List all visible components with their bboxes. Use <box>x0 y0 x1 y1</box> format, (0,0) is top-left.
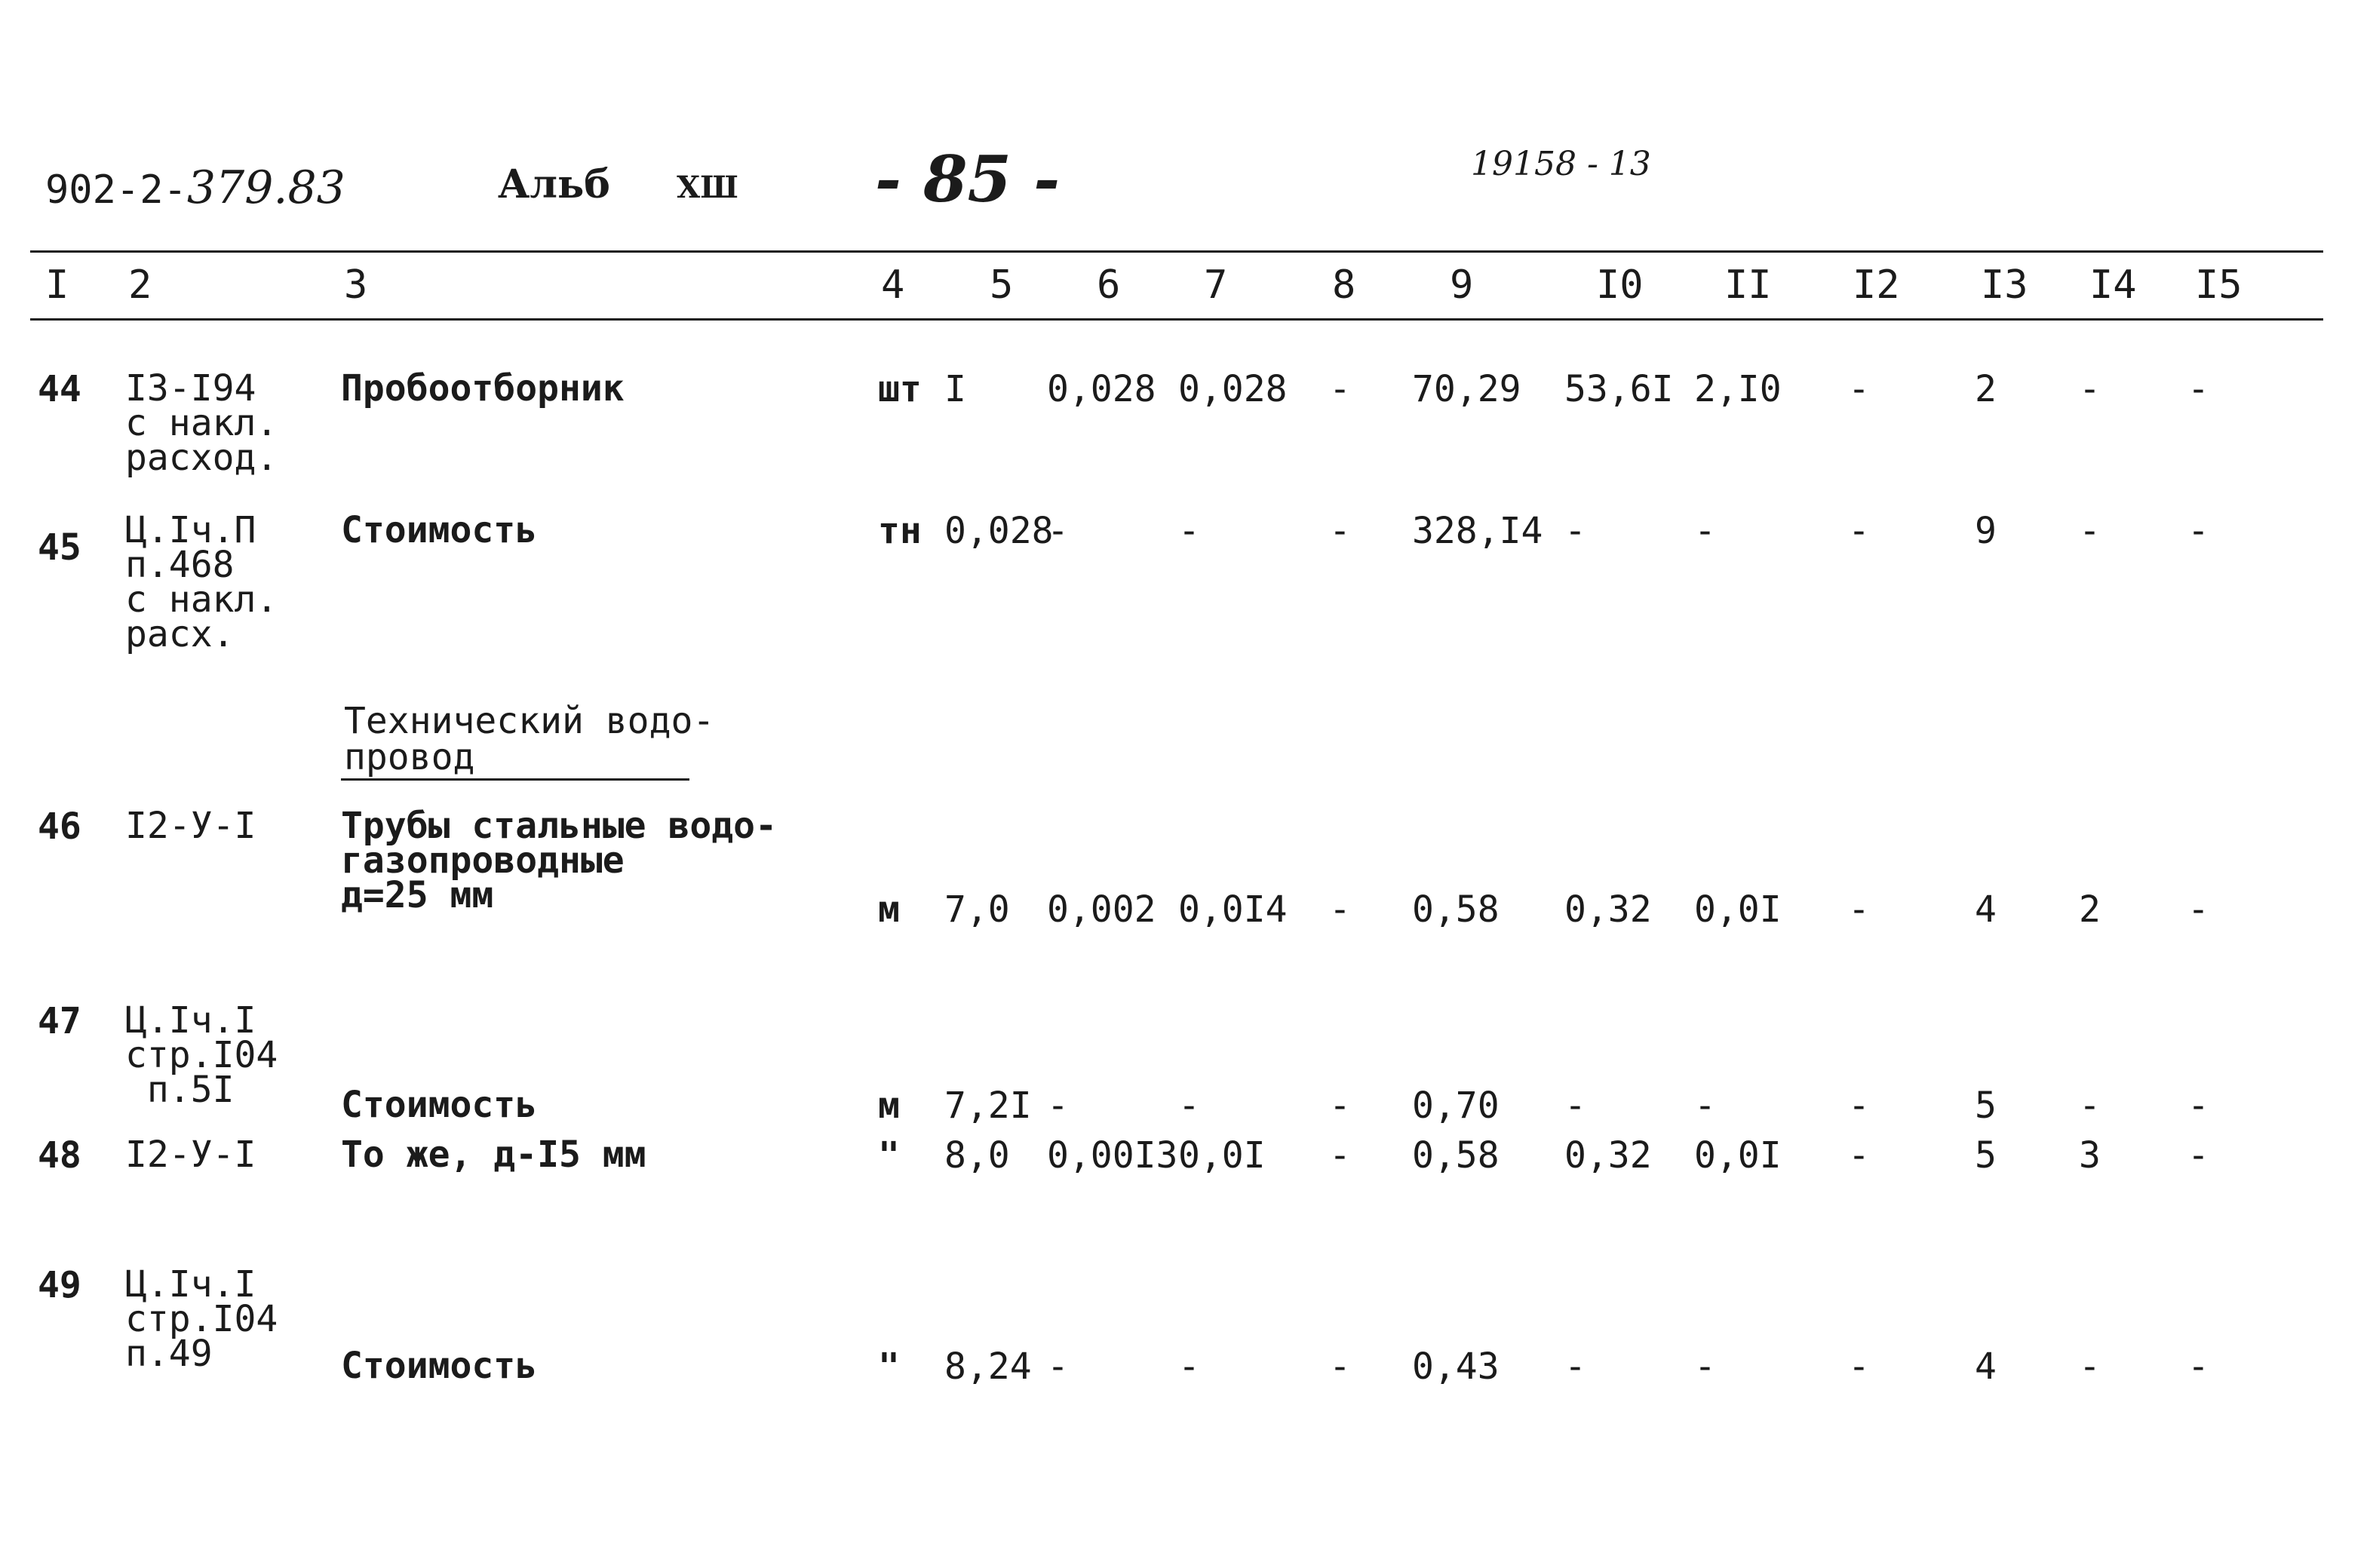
cell-c10: 53,6I <box>1564 368 1674 410</box>
cell-c8: - <box>1329 888 1351 931</box>
cell-c14: - <box>2079 1346 2101 1388</box>
album-label <box>498 161 738 207</box>
column-header-4: 4 <box>881 262 905 308</box>
cell-c11: - <box>1694 510 1716 552</box>
cell-c7: 0,0I <box>1178 1134 1266 1177</box>
row-number: 49 <box>38 1264 81 1306</box>
cell-unit: " <box>878 1346 900 1388</box>
cell-c6: 0,028 <box>1047 368 1156 410</box>
section-heading: Технический водо- провод <box>344 700 715 778</box>
cell-c14: - <box>2079 368 2101 410</box>
cell-c10: 0,32 <box>1564 888 1652 931</box>
cell-c7: - <box>1178 1346 1200 1388</box>
cell-c15: - <box>2187 1346 2209 1388</box>
cell-c13: 5 <box>1975 1134 1997 1177</box>
cell-c6: - <box>1047 1346 1069 1388</box>
cell-c7: 0,028 <box>1178 368 1288 410</box>
cell-c7: - <box>1178 1085 1200 1127</box>
cell-c9: 0,58 <box>1412 1134 1500 1177</box>
column-header-5: 5 <box>990 262 1014 308</box>
row-number: 44 <box>38 368 81 410</box>
column-header-1: I <box>45 262 69 308</box>
cell-c11: 0,0I <box>1694 1134 1782 1177</box>
cell-unit: шт <box>878 368 922 410</box>
page-number: - 85 - <box>875 142 1061 216</box>
cell-c10: - <box>1564 510 1586 552</box>
row-number: 48 <box>38 1134 81 1177</box>
norm-code: I2-У-I <box>125 1134 256 1176</box>
item-name: То же, д-I5 мм <box>341 1134 646 1176</box>
cell-c5: 8,24 <box>944 1346 1032 1388</box>
cell-c6: - <box>1047 510 1069 552</box>
column-header-6: 6 <box>1097 262 1121 308</box>
column-header-2: 2 <box>128 262 152 308</box>
cell-c5: 0,028 <box>944 510 1054 552</box>
cell-c8: - <box>1329 1346 1351 1388</box>
column-header-9: 9 <box>1450 262 1474 308</box>
cell-c7: 0,0I4 <box>1178 888 1288 931</box>
column-header-13: I3 <box>1981 262 2028 308</box>
cell-c10: - <box>1564 1085 1586 1127</box>
cell-c6: 0,002 <box>1047 888 1156 931</box>
cell-c6: 0,00I3 <box>1047 1134 1178 1177</box>
item-name: Стоимость <box>341 1345 538 1387</box>
cell-c15: - <box>2187 510 2209 552</box>
row-number: 47 <box>38 1000 81 1042</box>
table-top-rule <box>30 250 2323 253</box>
album-label-text: Альб <box>498 161 610 207</box>
cell-c12: - <box>1848 368 1870 410</box>
column-header-11: II <box>1724 262 1772 308</box>
section-underline <box>341 778 689 781</box>
column-header-8: 8 <box>1332 262 1356 308</box>
column-header-12: I2 <box>1853 262 1900 308</box>
cell-unit: тн <box>878 510 922 552</box>
cell-c11: 0,0I <box>1694 888 1782 931</box>
cell-c6: - <box>1047 1085 1069 1127</box>
item-name: Стоимость <box>341 1084 538 1126</box>
norm-code: Ц.Iч.I стр.I04 п.5I <box>125 999 278 1111</box>
cell-unit: " <box>878 1134 900 1177</box>
doc-code-printed: 902-2- <box>45 167 187 213</box>
cell-c5: 7,0 <box>944 888 1010 931</box>
column-header-3: 3 <box>344 262 368 308</box>
cell-c15: - <box>2187 368 2209 410</box>
column-header-15: I5 <box>2195 262 2243 308</box>
cell-c12: - <box>1848 510 1870 552</box>
sheet-reference: 19158 - 13 <box>1471 145 1651 183</box>
cell-c8: - <box>1329 510 1351 552</box>
norm-code: Ц.Iч.I стр.I04 п.49 <box>125 1263 278 1375</box>
cell-c8: - <box>1329 368 1351 410</box>
table-header-rule <box>30 318 2323 321</box>
norm-code: Ц.Iч.П п.468 с накл. расх. <box>125 509 278 655</box>
cell-c14: 3 <box>2079 1134 2101 1177</box>
norm-code: I2-У-I <box>125 805 256 847</box>
cell-c10: 0,32 <box>1564 1134 1652 1177</box>
cell-unit: м <box>878 888 900 931</box>
cell-c9: 0,58 <box>1412 888 1500 931</box>
album-number: ХШ <box>677 170 738 205</box>
norm-code: I3-I94 с накл. расход. <box>125 367 278 479</box>
doc-code <box>45 161 345 214</box>
doc-code-handwritten: 379.83 <box>186 161 345 214</box>
column-header-7: 7 <box>1204 262 1228 308</box>
cell-c13: 9 <box>1975 510 1997 552</box>
cell-c7: - <box>1178 510 1200 552</box>
item-name: Трубы стальные водо- газопроводные д=25 мм <box>341 805 777 916</box>
column-header-14: I4 <box>2089 262 2137 308</box>
cell-c14: - <box>2079 510 2101 552</box>
cell-c15: - <box>2187 1134 2209 1177</box>
cell-c12: - <box>1848 1085 1870 1127</box>
cell-c13: 5 <box>1975 1085 1997 1127</box>
cell-c11: 2,I0 <box>1694 368 1782 410</box>
cell-c13: 4 <box>1975 1346 1997 1388</box>
item-name: Стоимость <box>341 509 538 551</box>
cell-c5: 7,2I <box>944 1085 1032 1127</box>
column-header-10: I0 <box>1596 262 1644 308</box>
cell-c9: 70,29 <box>1412 368 1521 410</box>
cell-c14: - <box>2079 1085 2101 1127</box>
cell-c9: 0,70 <box>1412 1085 1500 1127</box>
cell-c8: - <box>1329 1134 1351 1177</box>
cell-c9: 0,43 <box>1412 1346 1500 1388</box>
row-number: 46 <box>38 805 81 848</box>
cell-c10: - <box>1564 1346 1586 1388</box>
item-name: Пробоотборник <box>341 367 625 410</box>
cell-c13: 4 <box>1975 888 1997 931</box>
cell-c5: 8,0 <box>944 1134 1010 1177</box>
cell-c11: - <box>1694 1346 1716 1388</box>
cell-c13: 2 <box>1975 368 1997 410</box>
cell-c12: - <box>1848 1346 1870 1388</box>
cell-c15: - <box>2187 1085 2209 1127</box>
row-number: 45 <box>38 526 81 569</box>
cell-c11: - <box>1694 1085 1716 1127</box>
cell-c5: I <box>944 368 966 410</box>
cell-unit: м <box>878 1085 900 1127</box>
cell-c9: 328,I4 <box>1412 510 1543 552</box>
cell-c12: - <box>1848 1134 1870 1177</box>
cell-c8: - <box>1329 1085 1351 1127</box>
cell-c12: - <box>1848 888 1870 931</box>
cell-c14: 2 <box>2079 888 2101 931</box>
cell-c15: - <box>2187 888 2209 931</box>
